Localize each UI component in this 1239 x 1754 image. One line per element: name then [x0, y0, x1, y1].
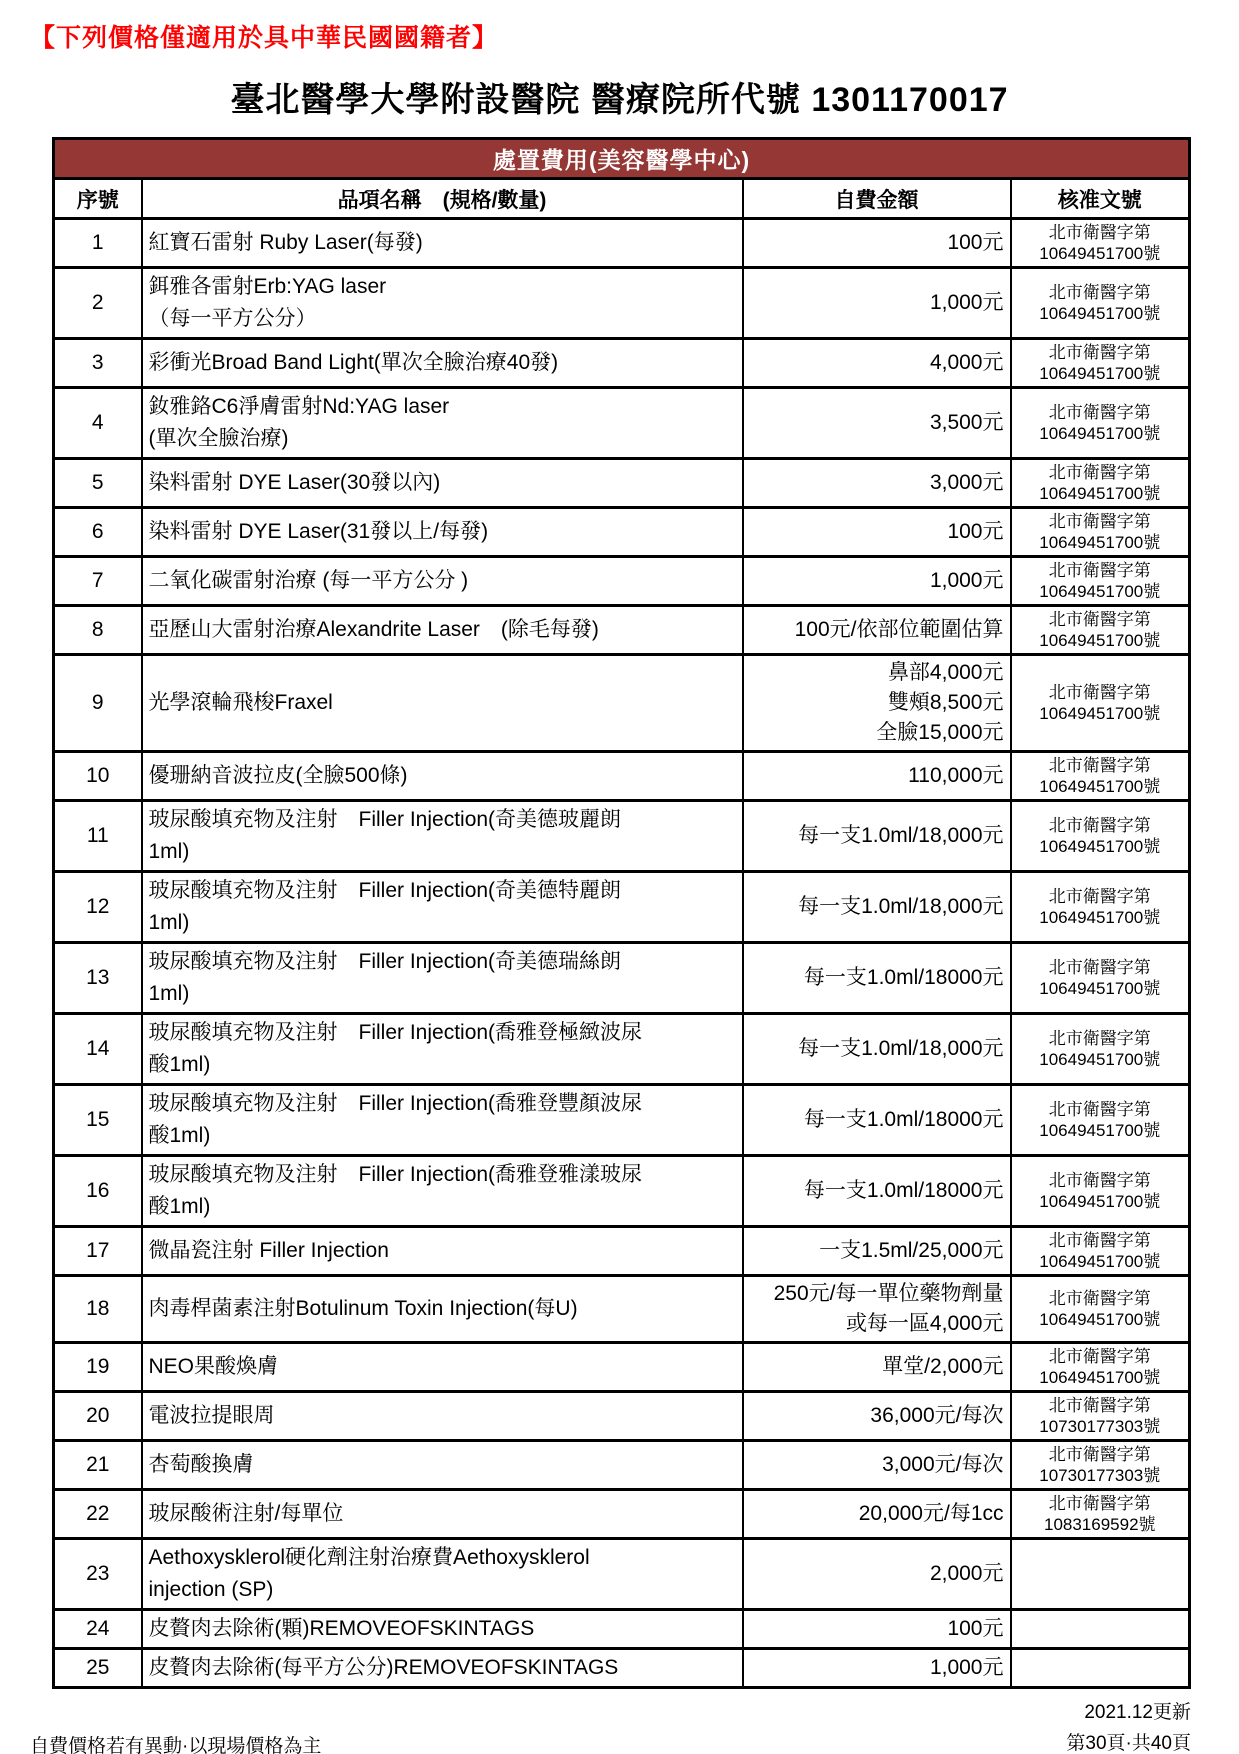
- item-price: 每一支1.0ml/18,000元: [743, 801, 1011, 872]
- table-row: [54, 606, 1190, 655]
- item-price: 每一支1.0ml/18000元: [743, 1156, 1011, 1227]
- item-price: 1,000元: [743, 557, 1011, 606]
- col-header-price: 自費金額: [743, 179, 1011, 219]
- item-name: 玻尿酸術注射/每單位: [142, 1490, 743, 1539]
- table-row: [54, 1085, 1190, 1156]
- page-number: 第30頁·共40頁: [1066, 1733, 1191, 1754]
- item-name: 光學滾輪飛梭Fraxel: [142, 655, 743, 752]
- approval-number: 北市衛醫字第 10649451700號: [1011, 801, 1190, 872]
- footer-right-block: [1066, 1697, 1191, 1754]
- item-name: 電波拉提眼周: [142, 1392, 743, 1441]
- item-name: 玻尿酸填充物及注射 Filler Injection(奇美德瑞絲朗 1ml): [142, 943, 743, 1014]
- item-price: 每一支1.0ml/18000元: [743, 943, 1011, 1014]
- item-price: 3,000元/每次: [743, 1441, 1011, 1490]
- item-name: 染料雷射 DYE Laser(31發以上/每發): [142, 508, 743, 557]
- approval-number: 北市衛醫字第 10649451700號: [1011, 872, 1190, 943]
- row-number: 3: [54, 339, 142, 388]
- column-header-row: [54, 179, 1190, 219]
- table-row: [54, 1276, 1190, 1343]
- row-number: 1: [54, 219, 142, 268]
- table-row: [54, 1490, 1190, 1539]
- row-number: 2: [54, 268, 142, 339]
- approval-number: 北市衛醫字第 10730177303號: [1011, 1441, 1190, 1490]
- item-price: 每一支1.0ml/18000元: [743, 1085, 1011, 1156]
- row-number: 7: [54, 557, 142, 606]
- table-body: [54, 219, 1190, 1688]
- approval-number: 北市衛醫字第 10649451700號: [1011, 459, 1190, 508]
- item-price: 一支1.5ml/25,000元: [743, 1227, 1011, 1276]
- table-row: [54, 268, 1190, 339]
- row-number: 23: [54, 1539, 142, 1610]
- approval-number: 北市衛醫字第 10649451700號: [1011, 1014, 1190, 1085]
- item-price: 3,000元: [743, 459, 1011, 508]
- section-header: 處置費用(美容醫學中心): [54, 139, 1190, 179]
- price-disclaimer: 自費價格若有異動·以現場價格為主: [30, 1736, 322, 1754]
- item-price: 單堂/2,000元: [743, 1343, 1011, 1392]
- row-number: 21: [54, 1441, 142, 1490]
- row-number: 4: [54, 388, 142, 459]
- table-row: [54, 655, 1190, 752]
- row-number: 19: [54, 1343, 142, 1392]
- item-price: 20,000元/每1cc: [743, 1490, 1011, 1539]
- item-price: 250元/每一單位藥物劑量 或每一區4,000元: [743, 1276, 1011, 1343]
- row-number: 12: [54, 872, 142, 943]
- approval-number: 北市衛醫字第 10649451700號: [1011, 268, 1190, 339]
- approval-number: 北市衛醫字第 10649451700號: [1011, 1276, 1190, 1343]
- row-number: 6: [54, 508, 142, 557]
- approval-number: 北市衛醫字第 10649451700號: [1011, 219, 1190, 268]
- item-price: 鼻部4,000元 雙頰8,500元 全臉15,000元: [743, 655, 1011, 752]
- row-number: 14: [54, 1014, 142, 1085]
- item-price: 2,000元: [743, 1539, 1011, 1610]
- table-row: [54, 1649, 1190, 1688]
- nationality-notice: 【下列價格僅適用於具中華民國國籍者】: [30, 24, 499, 52]
- item-name: 鉺雅各雷射Erb:YAG laser （每一平方公分）: [142, 268, 743, 339]
- item-price: 1,000元: [743, 268, 1011, 339]
- page-footer: [30, 1697, 1209, 1754]
- row-number: 25: [54, 1649, 142, 1688]
- row-number: 15: [54, 1085, 142, 1156]
- table-row: [54, 388, 1190, 459]
- table-row: [54, 508, 1190, 557]
- approval-number: 北市衛醫字第 10649451700號: [1011, 1156, 1190, 1227]
- price-table: [52, 137, 1191, 1689]
- item-name: 釹雅鉻C6淨膚雷射Nd:YAG laser (單次全臉治療): [142, 388, 743, 459]
- approval-number: 北市衛醫字第 10649451700號: [1011, 752, 1190, 801]
- item-price: 每一支1.0ml/18,000元: [743, 872, 1011, 943]
- item-name: 皮贅肉去除術(顆)REMOVEOFSKINTAGS: [142, 1610, 743, 1649]
- table-row: [54, 1014, 1190, 1085]
- row-number: 11: [54, 801, 142, 872]
- approval-number: 北市衛醫字第 10649451700號: [1011, 1227, 1190, 1276]
- table-row: [54, 801, 1190, 872]
- table-row: [54, 1156, 1190, 1227]
- table-row: [54, 219, 1190, 268]
- item-name: NEO果酸煥膚: [142, 1343, 743, 1392]
- row-number: 8: [54, 606, 142, 655]
- item-price: 1,000元: [743, 1649, 1011, 1688]
- col-header-item-name: 品項名稱 (規格/數量): [142, 179, 743, 219]
- approval-number: 北市衛醫字第 10649451700號: [1011, 508, 1190, 557]
- approval-number: 北市衛醫字第 10649451700號: [1011, 1343, 1190, 1392]
- page-title: 臺北醫學大學附設醫院 醫療院所代號 1301170017: [230, 81, 1009, 119]
- item-name: 染料雷射 DYE Laser(30發以內): [142, 459, 743, 508]
- table-head: [54, 139, 1190, 219]
- item-name: 紅寶石雷射 Ruby Laser(每發): [142, 219, 743, 268]
- item-name: 彩衝光Broad Band Light(單次全臉治療40發): [142, 339, 743, 388]
- item-name: 微晶瓷注射 Filler Injection: [142, 1227, 743, 1276]
- row-number: 13: [54, 943, 142, 1014]
- approval-number: 北市衛醫字第 10649451700號: [1011, 557, 1190, 606]
- item-name: 玻尿酸填充物及注射 Filler Injection(喬雅登豐顏波尿 酸1ml): [142, 1085, 743, 1156]
- item-name: 玻尿酸填充物及注射 Filler Injection(喬雅登雅漾玻尿 酸1ml): [142, 1156, 743, 1227]
- approval-number: 北市衛醫字第 10649451700號: [1011, 339, 1190, 388]
- item-name: 肉毒桿菌素注射Botulinum Toxin Injection(每U): [142, 1276, 743, 1343]
- row-number: 16: [54, 1156, 142, 1227]
- table-row: [54, 459, 1190, 508]
- item-price: 100元: [743, 219, 1011, 268]
- updated-date: 2021.12更新: [1084, 1702, 1191, 1723]
- item-price: 100元: [743, 1610, 1011, 1649]
- row-number: 18: [54, 1276, 142, 1343]
- table-row: [54, 1392, 1190, 1441]
- item-price: 每一支1.0ml/18,000元: [743, 1014, 1011, 1085]
- row-number: 24: [54, 1610, 142, 1649]
- item-name: 玻尿酸填充物及注射 Filler Injection(奇美德特麗朗 1ml): [142, 872, 743, 943]
- item-price: 36,000元/每次: [743, 1392, 1011, 1441]
- approval-number: 北市衛醫字第 10649451700號: [1011, 606, 1190, 655]
- row-number: 17: [54, 1227, 142, 1276]
- approval-number: 北市衛醫字第 10649451700號: [1011, 655, 1190, 752]
- item-name: 玻尿酸填充物及注射 Filler Injection(喬雅登極緻波尿 酸1ml): [142, 1014, 743, 1085]
- table-row: [54, 1227, 1190, 1276]
- table-row: [54, 557, 1190, 606]
- item-name: Aethoxysklerol硬化劑注射治療費Aethoxysklerol injection (SP): [142, 1539, 743, 1610]
- item-name: 玻尿酸填充物及注射 Filler Injection(奇美德玻麗朗 1ml): [142, 801, 743, 872]
- approval-number: 北市衛醫字第 10649451700號: [1011, 1085, 1190, 1156]
- approval-number: [1011, 1649, 1190, 1688]
- row-number: 22: [54, 1490, 142, 1539]
- item-price: 4,000元: [743, 339, 1011, 388]
- row-number: 9: [54, 655, 142, 752]
- item-price: 3,500元: [743, 388, 1011, 459]
- table-row: [54, 1539, 1190, 1610]
- item-name: 亞歷山大雷射治療Alexandrite Laser (除毛每發): [142, 606, 743, 655]
- item-price: 100元/依部位範圍估算: [743, 606, 1011, 655]
- item-name: 杏萄酸換膚: [142, 1441, 743, 1490]
- table-row: [54, 872, 1190, 943]
- table-row: [54, 1441, 1190, 1490]
- table-row: [54, 1610, 1190, 1649]
- table-row: [54, 339, 1190, 388]
- approval-number: 北市衛醫字第 1083169592號: [1011, 1490, 1190, 1539]
- col-header-approval: 核准文號: [1011, 179, 1190, 219]
- row-number: 10: [54, 752, 142, 801]
- approval-number: 北市衛醫字第 10730177303號: [1011, 1392, 1190, 1441]
- approval-number: [1011, 1610, 1190, 1649]
- item-name: 皮贅肉去除術(每平方公分)REMOVEOFSKINTAGS: [142, 1649, 743, 1688]
- section-header-row: [54, 139, 1190, 179]
- item-name: 二氧化碳雷射治療 (每一平方公分 ): [142, 557, 743, 606]
- row-number: 20: [54, 1392, 142, 1441]
- approval-number: 北市衛醫字第 10649451700號: [1011, 943, 1190, 1014]
- row-number: 5: [54, 459, 142, 508]
- table-row: [54, 752, 1190, 801]
- col-header-index: 序號: [54, 179, 142, 219]
- item-price: 110,000元: [743, 752, 1011, 801]
- approval-number: 北市衛醫字第 10649451700號: [1011, 388, 1190, 459]
- approval-number: [1011, 1539, 1190, 1610]
- item-name: 優珊納音波拉皮(全臉500條): [142, 752, 743, 801]
- item-price: 100元: [743, 508, 1011, 557]
- table-row: [54, 943, 1190, 1014]
- table-row: [54, 1343, 1190, 1392]
